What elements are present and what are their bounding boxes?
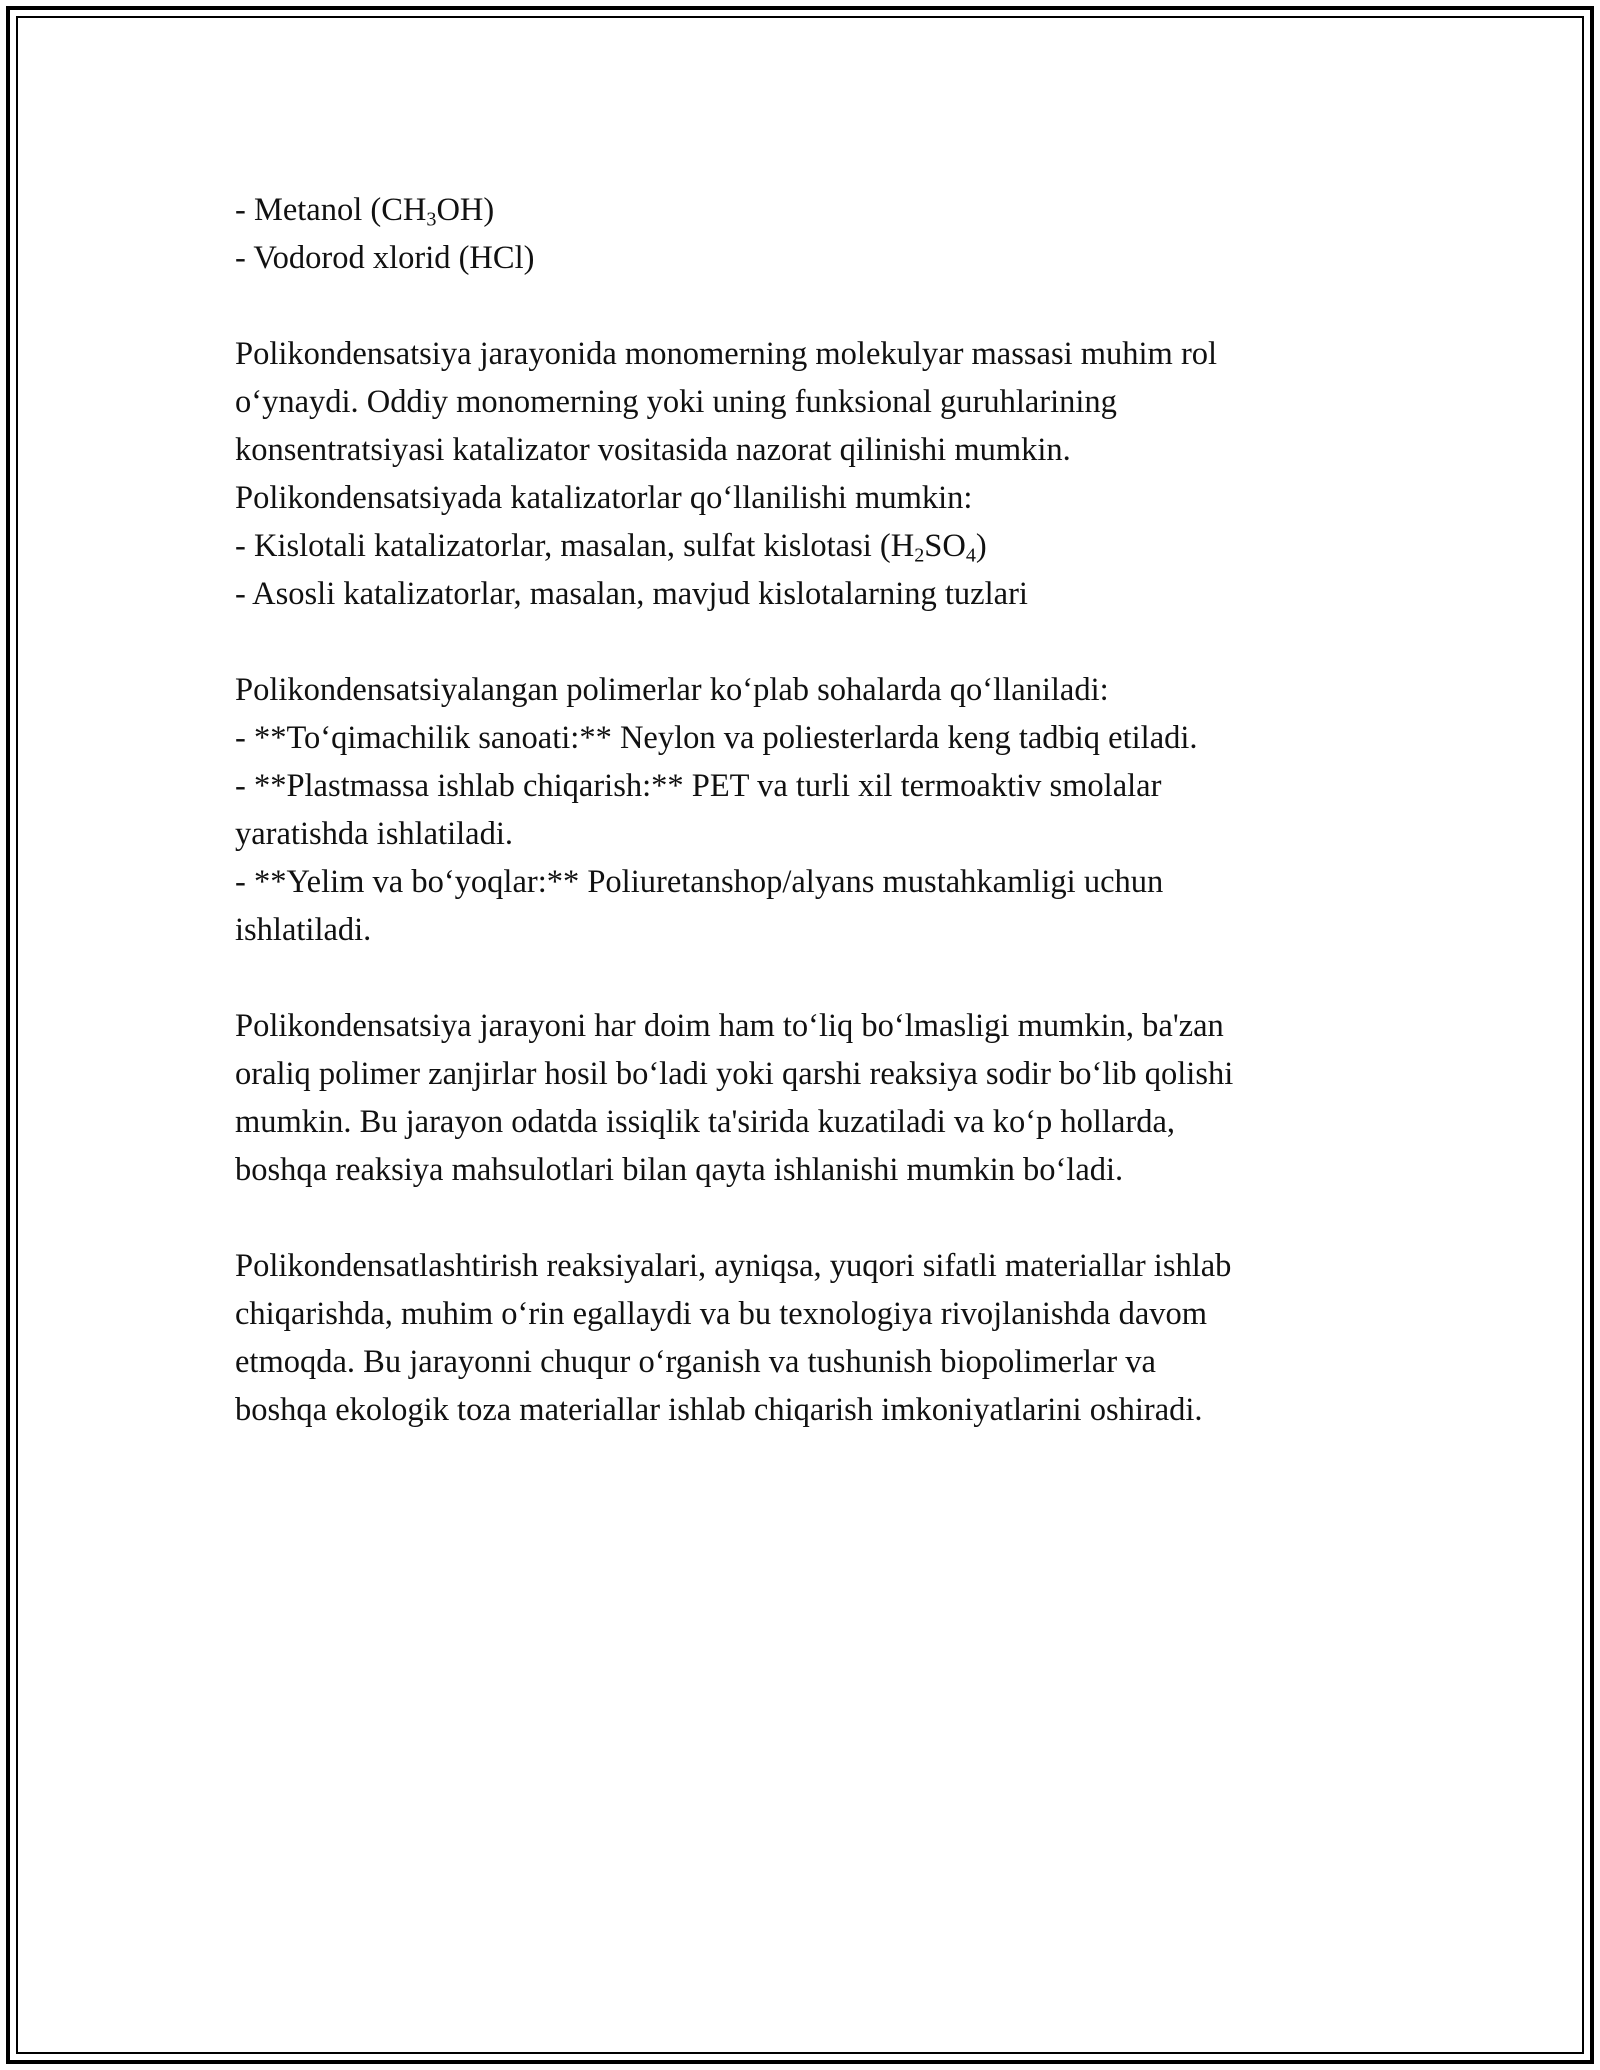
paragraph-process	[235, 1002, 1415, 1194]
text-line: Polikondensatlashtirish reaksiyalari, ayniqsa, yuqori sifatli materiallar ishlab	[235, 1248, 1232, 1284]
text-line: yaratishda ishlatiladi.	[235, 816, 513, 852]
list-item-adhesives: - **Yelim va bo‘yoqlar:** Poliuretanshop/alyans mustahkamligi uchun	[235, 864, 1164, 900]
list-item-hcl: - Vodorod xlorid (HCl)	[235, 240, 535, 276]
list-byproducts	[235, 186, 1415, 282]
list-item-methanol: - Metanol $(CH_3OH)$	[235, 192, 495, 231]
text-line: boshqa ekologik toza materiallar ishlab chiqarish imkoniyatlarini oshiradi.	[235, 1392, 1203, 1428]
text-line: Polikondensatsiyalangan polimerlar ko‘plab sohalarda qo‘llaniladi:	[235, 672, 1109, 708]
document-body	[235, 186, 1415, 1434]
text-line: Polikondensatsiyada katalizatorlar qo‘llanilishi mumkin:	[235, 480, 973, 516]
text-line: mumkin. Bu jarayon odatda issiqlik ta'sirida kuzatiladi va ko‘p hollarda,	[235, 1104, 1176, 1140]
list-item-acid-catalysts: - Kislotali katalizatorlar, masalan, sulfat kislotasi $(H_2SO_4)$	[235, 528, 987, 567]
list-item-plastics: - **Plastmassa ishlab chiqarish:** PET va turli xil termoaktiv smolalar	[235, 768, 1162, 804]
text-line: oraliq polimer zanjirlar hosil bo‘ladi yoki qarshi reaksiya sodir bo‘lib qolishi	[235, 1056, 1234, 1092]
text-line: Polikondensatsiya jarayonida monomerning molekulyar massasi muhim rol	[235, 336, 1218, 372]
text-line: Polikondensatsiya jarayoni har doim ham to‘liq bo‘lmasligi mumkin, ba'zan	[235, 1008, 1224, 1044]
paragraph-conclusion	[235, 1242, 1415, 1434]
list-item-base-catalysts: - Asosli katalizatorlar, masalan, mavjud kislotalarning tuzlari	[235, 576, 1028, 612]
text-line: chiqarishda, muhim o‘rin egallaydi va bu texnologiya rivojlanishda davom	[235, 1296, 1208, 1332]
text-line: konsentratsiyasi katalizator vositasida nazorat qilinishi mumkin.	[235, 432, 1071, 468]
text-line: ishlatiladi.	[235, 912, 372, 948]
text-line: o‘ynaydi. Oddiy monomerning yoki uning funksional guruhlarining	[235, 384, 1117, 420]
text-line: boshqa reaksiya mahsulotlari bilan qayta ishlanishi mumkin bo‘ladi.	[235, 1152, 1124, 1188]
paragraph-catalysts	[235, 330, 1415, 618]
paragraph-applications	[235, 666, 1415, 954]
list-item-textile: - **To‘qimachilik sanoati:** Neylon va poliesterlarda keng tadbiq etiladi.	[235, 720, 1198, 756]
text-line: etmoqda. Bu jarayonni chuqur o‘rganish va tushunish biopolimerlar va	[235, 1344, 1156, 1380]
